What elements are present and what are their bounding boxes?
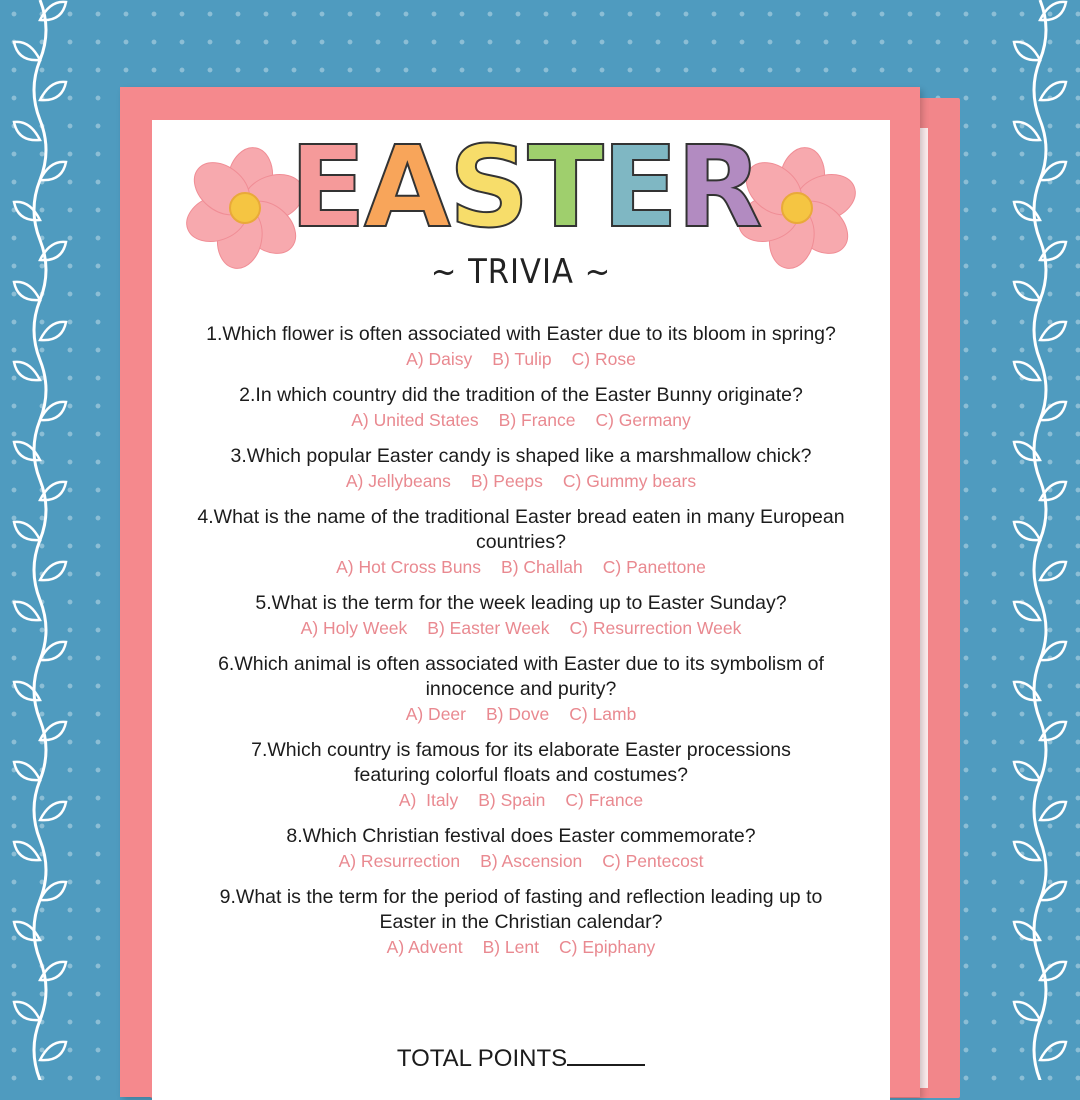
question-text: 7.Which country is famous for its elaborate Easter processions featuring colorful floats and costumes? — [251, 739, 791, 786]
question-text: 9.What is the term for the period of fasting and reflection leading up to Easter in the Christian calendar? — [219, 886, 823, 933]
option-c: C) Pentecost — [602, 851, 704, 871]
option-b: B) Dove — [485, 704, 550, 724]
question-text: 8.Which Christian festival does Easter commemorate? — [286, 825, 756, 847]
option-a: A) Jellybeans — [345, 471, 451, 491]
question-item — [152, 505, 890, 579]
question-text: 1.Which flower is often associated with Easter due to its bloom in spring? — [206, 323, 836, 345]
option-a: A) Italy — [398, 790, 459, 810]
option-b: B) Tulip — [492, 349, 552, 369]
question-options — [152, 849, 890, 873]
option-c: C) Germany — [595, 410, 691, 430]
title-letter: S — [448, 123, 528, 253]
option-c: C) Epiphany — [559, 937, 656, 957]
question-options — [152, 702, 890, 726]
question-text: 5.What is the term for the week leading up to Easter Sunday? — [255, 592, 787, 614]
page-title — [289, 123, 761, 253]
option-b: B) France — [498, 410, 576, 430]
title-letter: E — [601, 123, 677, 253]
title-letter: T — [527, 123, 602, 253]
question-item — [152, 885, 890, 959]
question-item — [152, 322, 890, 371]
vine-left-icon — [0, 0, 80, 1080]
question-text: 6.Which animal is often associated with Easter due to its symbolism of innocence and purity? — [218, 653, 824, 700]
option-b: B) Peeps — [470, 471, 543, 491]
question-options — [152, 935, 890, 959]
title-letter: A — [364, 123, 449, 253]
question-item — [152, 591, 890, 640]
option-c: C) Gummy bears — [562, 471, 697, 491]
question-options — [152, 347, 890, 371]
question-item — [152, 383, 890, 432]
question-item — [152, 824, 890, 873]
option-c: C) Resurrection Week — [569, 618, 742, 638]
option-a: A) United States — [351, 410, 479, 430]
vine-right-icon — [1000, 0, 1080, 1080]
question-options — [152, 788, 890, 812]
total-points-label: TOTAL POINTS — [396, 1045, 568, 1072]
option-a: A) Holy Week — [300, 618, 408, 638]
option-a: A) Hot Cross Buns — [336, 557, 482, 577]
title-letter: R — [676, 123, 761, 253]
question-text: 4.What is the name of the traditional Easter bread eaten in many European countries? — [197, 506, 845, 553]
option-b: B) Ascension — [480, 851, 583, 871]
option-b: B) Challah — [501, 557, 583, 577]
option-a: A) Deer — [405, 704, 466, 724]
option-c: C) Lamb — [569, 704, 637, 724]
option-b: B) Easter Week — [427, 618, 550, 638]
question-options — [152, 469, 890, 493]
question-item — [152, 652, 890, 726]
question-item — [152, 738, 890, 812]
question-list — [152, 322, 890, 959]
option-b: B) Lent — [482, 937, 539, 957]
question-text: 2.In which country did the tradition of the Easter Bunny originate? — [239, 384, 803, 406]
page-subtitle: ~ TRIVIA ~ — [430, 252, 612, 292]
option-a: A) Resurrection — [338, 851, 461, 871]
question-options — [152, 616, 890, 640]
option-a: A) Daisy — [406, 349, 473, 369]
option-c: C) Panettone — [602, 557, 706, 577]
title-letter: E — [289, 123, 364, 253]
option-c: C) Rose — [571, 349, 636, 369]
total-points-blank[interactable] — [567, 1044, 645, 1066]
option-c: C) France — [565, 790, 644, 810]
total-points — [152, 1044, 890, 1073]
question-options — [152, 408, 890, 432]
option-a: A) Advent — [386, 937, 463, 957]
option-b: B) Spain — [478, 790, 546, 810]
question-options — [152, 555, 890, 579]
question-text: 3.Which popular Easter candy is shaped like a marshmallow chick? — [230, 445, 812, 467]
question-item — [152, 444, 890, 493]
